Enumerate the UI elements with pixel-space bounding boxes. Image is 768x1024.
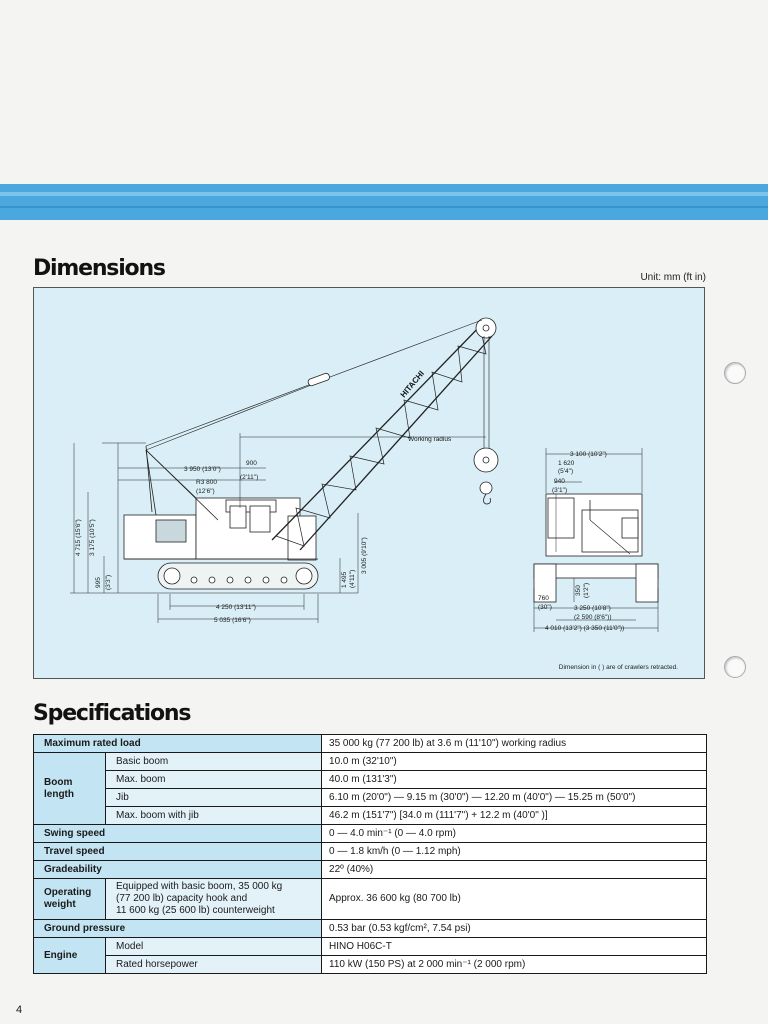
operating-weight-description bbox=[106, 879, 322, 920]
boom-brand-text: HITACHI bbox=[398, 369, 427, 400]
dim-5035: 5 035 (16'6") bbox=[214, 617, 251, 624]
dim-900: 900 bbox=[246, 460, 257, 467]
binder-hole-bottom bbox=[724, 656, 746, 678]
dim-3950: 3 950 (13'0") bbox=[184, 466, 221, 473]
engine-label: Engine bbox=[34, 938, 106, 974]
dim-4010: 4 010 (13'2") (3 350 (11'0")) bbox=[545, 625, 625, 632]
crawler-track bbox=[158, 563, 318, 589]
operating-weight-label-line1: Operating bbox=[44, 887, 92, 898]
rated-horsepower-value: 110 kW (150 PS) at 2 000 min⁻¹ (2 000 rpm) bbox=[322, 956, 707, 974]
dim-760: 760 bbox=[538, 595, 549, 602]
gradeability-value: 22º (40%) bbox=[322, 861, 707, 879]
unit-label: Unit: mm (ft in) bbox=[640, 272, 706, 283]
table-row bbox=[34, 753, 707, 771]
dim-4715: 4 715 (15'6") bbox=[75, 519, 82, 556]
dim-3250: 3 250 (10'8") bbox=[574, 605, 611, 612]
max-boom-with-jib-label: Max. boom with jib bbox=[106, 807, 322, 825]
engine-model-value: HINO H06C-T bbox=[322, 938, 707, 956]
dim-1620-ft: (5'4") bbox=[558, 468, 574, 475]
dim-3175: 3 175 (10'5") bbox=[89, 519, 96, 556]
boom-length-label-line1: Boom bbox=[44, 776, 73, 788]
boom-length-label-line2: length bbox=[44, 788, 74, 800]
travel-speed-label: Travel speed bbox=[34, 843, 322, 861]
dim-r3800-ft: (12'6") bbox=[196, 488, 215, 495]
dim-995-ft: (3'3") bbox=[105, 574, 112, 590]
swing-speed-label: Swing speed bbox=[34, 825, 322, 843]
dimensions-diagram bbox=[33, 287, 705, 679]
table-row bbox=[34, 825, 707, 843]
dim-760-ft: (30") bbox=[538, 604, 552, 611]
dim-900-ft: (2'11") bbox=[240, 474, 259, 481]
crawler-note: Dimension in ( ) are of crawlers retracted. bbox=[558, 664, 678, 671]
specifications-heading: Specifications bbox=[33, 701, 191, 726]
crane-drawing bbox=[34, 288, 706, 680]
dim-3005: 3 005 (9'10") bbox=[361, 537, 368, 574]
header-color-band bbox=[0, 184, 768, 220]
rated-horsepower-label: Rated horsepower bbox=[106, 956, 322, 974]
header-stripe bbox=[0, 192, 768, 196]
operating-weight-label bbox=[34, 879, 106, 920]
dim-940-ft: (3'1") bbox=[552, 487, 568, 494]
jib-label: Jib bbox=[106, 789, 322, 807]
page-number: 4 bbox=[16, 1004, 23, 1016]
engine-model-label: Model bbox=[106, 938, 322, 956]
operating-weight-desc-line3: 11 600 kg (25 600 lb) counterweight bbox=[116, 905, 275, 916]
ground-pressure-value: 0.53 bar (0.53 kgf/cm², 7.54 psi) bbox=[322, 920, 707, 938]
max-boom-with-jib-value: 46.2 m (151'7") [34.0 m (111'7") + 12.2 m (40'0" )] bbox=[322, 807, 707, 825]
table-row bbox=[34, 807, 707, 825]
max-rated-load-value: 35 000 kg (77 200 lb) at 3.6 m (11'10") working radius bbox=[322, 735, 707, 753]
operating-weight-label-line2: weight bbox=[44, 899, 76, 910]
dim-940: 940 bbox=[554, 478, 565, 485]
table-row bbox=[34, 771, 707, 789]
header-stripe-lower bbox=[0, 206, 768, 208]
table-row bbox=[34, 789, 707, 807]
dimensions-heading: Dimensions bbox=[33, 256, 165, 281]
hook-block bbox=[474, 448, 498, 472]
ground-pressure-label: Ground pressure bbox=[34, 920, 322, 938]
operating-weight-value: Approx. 36 600 kg (80 700 lb) bbox=[322, 879, 707, 920]
table-row bbox=[34, 879, 707, 920]
travel-speed-value: 0 — 1.8 km/h (0 — 1.12 mph) bbox=[322, 843, 707, 861]
dim-350: 350 bbox=[575, 585, 582, 596]
max-rated-load-label: Maximum rated load bbox=[34, 735, 322, 753]
basic-boom-label: Basic boom bbox=[106, 753, 322, 771]
dim-1495-ft: (4'11") bbox=[349, 569, 356, 588]
max-boom-value: 40.0 m (131'3") bbox=[322, 771, 707, 789]
table-row bbox=[34, 735, 707, 753]
operating-weight-desc-line2: (77 200 lb) capacity hook and bbox=[116, 893, 248, 904]
dim-4250: 4 250 (13'11") bbox=[216, 604, 256, 611]
dim-1495: 1 495 bbox=[341, 571, 348, 588]
gradeability-label: Gradeability bbox=[34, 861, 322, 879]
binder-hole-top bbox=[724, 362, 746, 384]
boom-length-label bbox=[34, 753, 106, 825]
dim-2590: (2 590 (8'6")) bbox=[574, 614, 612, 621]
operator-cab bbox=[250, 506, 270, 532]
working-radius-label: Working radius bbox=[408, 436, 452, 443]
basic-boom-value: 10.0 m (32'10") bbox=[322, 753, 707, 771]
dim-350-ft: (1'2") bbox=[583, 582, 590, 598]
dim-r3800: R3 800 bbox=[196, 479, 217, 486]
dim-995: 995 bbox=[95, 577, 102, 588]
table-row bbox=[34, 938, 707, 956]
swing-speed-value: 0 — 4.0 min⁻¹ (0 — 4.0 rpm) bbox=[322, 825, 707, 843]
table-row bbox=[34, 956, 707, 974]
table-row bbox=[34, 861, 707, 879]
max-boom-label: Max. boom bbox=[106, 771, 322, 789]
table-row bbox=[34, 843, 707, 861]
dim-1620: 1 620 bbox=[558, 460, 575, 467]
dim-3100: 3 100 (10'2") bbox=[570, 451, 607, 458]
specifications-table bbox=[33, 734, 707, 974]
table-row bbox=[34, 920, 707, 938]
operating-weight-desc-line1: Equipped with basic boom, 35 000 kg bbox=[116, 881, 283, 892]
jib-value: 6.10 m (20'0") — 9.15 m (30'0") — 12.20 m (40'0") — 15.25 m (50'0") bbox=[322, 789, 707, 807]
